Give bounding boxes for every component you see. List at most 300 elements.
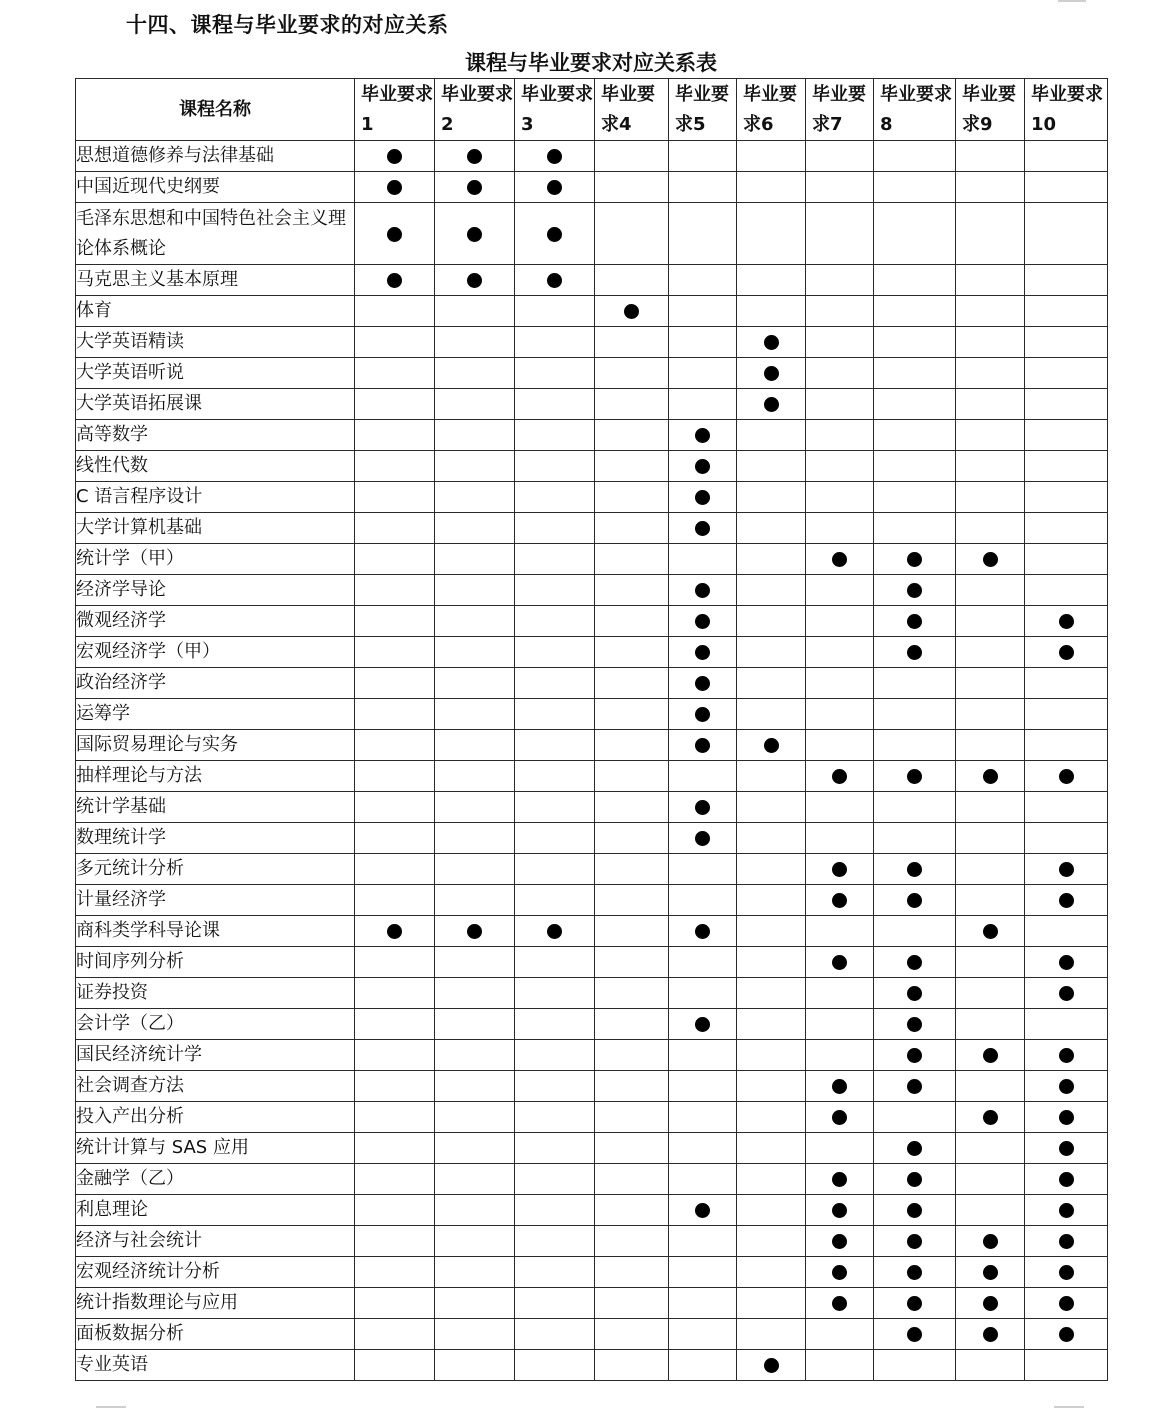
filled-circle-icon [832,1203,847,1218]
requirement-7-cell [806,854,874,885]
table-row [76,978,1108,1009]
requirement-4-cell [595,327,669,358]
requirement-8-cell [874,1226,956,1257]
requirement-6-cell [737,420,806,451]
requirement-6-cell [737,1164,806,1195]
filled-circle-icon [907,986,922,1001]
table-row [76,296,1108,327]
requirement-7-cell [806,296,874,327]
filled-circle-icon [1059,1203,1074,1218]
course-name-cell: 统计计算与 SAS 应用 [76,1133,355,1164]
course-name-cell: 时间序列分析 [76,947,355,978]
requirement-6-cell [737,172,806,203]
requirement-7-cell [806,916,874,947]
requirement-10-cell [1025,389,1108,420]
requirement-10-cell [1025,1257,1108,1288]
requirement-7-cell [806,1009,874,1040]
requirement-2-cell [435,699,515,730]
filled-circle-icon [1059,893,1074,908]
course-name-cell: 统计指数理论与应用 [76,1288,355,1319]
requirement-2-cell [435,854,515,885]
requirement-10-cell [1025,203,1108,265]
requirement-3-cell [515,606,595,637]
requirement-2-cell [435,420,515,451]
filled-circle-icon [832,1265,847,1280]
course-name-cell: 专业英语 [76,1350,355,1381]
requirement-4-cell [595,916,669,947]
requirement-3-cell [515,141,595,172]
requirement-3-cell [515,203,595,265]
filled-circle-icon [695,707,710,722]
requirement-10-cell [1025,978,1108,1009]
requirement-1-cell [355,854,435,885]
requirement-10-cell [1025,141,1108,172]
requirement-10-cell [1025,606,1108,637]
course-name-cell: 宏观经济学（甲） [76,637,355,668]
requirement-3-cell [515,854,595,885]
filled-circle-icon [1059,1079,1074,1094]
requirement-1-cell [355,1319,435,1350]
requirement-8-cell [874,1257,956,1288]
filled-circle-icon [695,831,710,846]
requirement-7-cell [806,1288,874,1319]
requirement-4-cell [595,823,669,854]
requirement-6-cell [737,792,806,823]
requirement-2-cell [435,544,515,575]
requirement-1-cell [355,1164,435,1195]
filled-circle-icon [983,1327,998,1342]
requirement-9-cell [956,1350,1025,1381]
requirement-5-cell [669,792,737,823]
table-row [76,1350,1108,1381]
filled-circle-icon [547,924,562,939]
requirement-1-cell [355,482,435,513]
requirement-8-cell [874,885,956,916]
requirement-9-cell [956,637,1025,668]
requirement-2-cell [435,1071,515,1102]
course-name-cell: 会计学（乙） [76,1009,355,1040]
requirement-2-cell [435,1319,515,1350]
filled-circle-icon [1059,645,1074,660]
course-name-cell: 数理统计学 [76,823,355,854]
filled-circle-icon [983,1265,998,1280]
filled-circle-icon [387,180,402,195]
course-name-cell: 大学英语拓展课 [76,389,355,420]
requirement-8-cell [874,637,956,668]
requirement-10-cell [1025,1319,1108,1350]
course-name-cell: 商科类学科导论课 [76,916,355,947]
table-row [76,1164,1108,1195]
requirement-9-cell [956,296,1025,327]
requirement-10-cell [1025,1071,1108,1102]
requirement-9-cell [956,1071,1025,1102]
requirement-3-cell [515,916,595,947]
requirement-3-cell [515,420,595,451]
requirement-9-cell [956,1195,1025,1226]
requirement-3-cell [515,544,595,575]
requirement-6-cell [737,265,806,296]
filled-circle-icon [907,862,922,877]
requirement-4-cell [595,389,669,420]
filled-circle-icon [907,1203,922,1218]
requirement-4-cell [595,575,669,606]
requirement-6-cell [737,947,806,978]
requirement-6-cell [737,389,806,420]
table-title: 课程与毕业要求对应关系表 [465,51,717,75]
requirement-9-cell [956,420,1025,451]
course-name-cell: 国民经济统计学 [76,1040,355,1071]
requirement-3-cell [515,1350,595,1381]
requirement-6-cell [737,668,806,699]
requirement-6-cell [737,1288,806,1319]
course-name-cell: 统计学（甲） [76,544,355,575]
requirement-6-cell [737,854,806,885]
requirement-5-cell [669,761,737,792]
requirement-8-cell [874,854,956,885]
filled-circle-icon [832,1296,847,1311]
requirement-2-cell [435,668,515,699]
requirement-5-cell [669,1257,737,1288]
requirement-3-cell [515,1102,595,1133]
filled-circle-icon [983,1048,998,1063]
requirement-9-cell [956,203,1025,265]
requirement-3-cell [515,172,595,203]
requirement-5-cell [669,637,737,668]
requirement-7-cell [806,1102,874,1133]
requirement-5-cell [669,358,737,389]
requirement-3-cell [515,637,595,668]
filled-circle-icon [907,769,922,784]
filled-circle-icon [387,924,402,939]
requirement-2-cell [435,1288,515,1319]
requirement-1-cell [355,761,435,792]
requirement-6-cell [737,1226,806,1257]
filled-circle-icon [695,676,710,691]
requirement-6-cell [737,823,806,854]
course-name-cell: 计量经济学 [76,885,355,916]
filled-circle-icon [832,893,847,908]
requirement-7-cell [806,1133,874,1164]
filled-circle-icon [624,304,639,319]
requirement-3-cell [515,1195,595,1226]
requirement-4-cell [595,1319,669,1350]
requirement-10-cell [1025,854,1108,885]
filled-circle-icon [695,800,710,815]
requirement-7-cell [806,1040,874,1071]
requirement-9-cell [956,823,1025,854]
requirement-5-cell [669,854,737,885]
requirement-6-cell [737,1133,806,1164]
filled-circle-icon [764,397,779,412]
requirement-7-cell [806,482,874,513]
requirement-9-cell [956,730,1025,761]
requirement-4-cell [595,1164,669,1195]
requirement-1-cell [355,1195,435,1226]
requirement-3-cell [515,730,595,761]
requirement-2-cell [435,916,515,947]
requirement-9-cell [956,172,1025,203]
requirement-7-cell [806,730,874,761]
table-row [76,792,1108,823]
requirement-4-cell [595,947,669,978]
requirement-2-cell [435,265,515,296]
requirement-3-cell [515,451,595,482]
table-row [76,575,1108,606]
requirement-4-cell [595,885,669,916]
requirement-3-cell [515,761,595,792]
requirement-8-cell [874,792,956,823]
requirement-4-cell [595,1071,669,1102]
requirement-8-cell [874,265,956,296]
requirement-7-cell [806,668,874,699]
requirement-7-cell [806,1164,874,1195]
header-requirement-10: 毕业要求10 [1025,79,1108,141]
requirement-6-cell [737,513,806,544]
requirement-10-cell [1025,792,1108,823]
filled-circle-icon [832,955,847,970]
requirement-10-cell [1025,451,1108,482]
requirement-6-cell [737,916,806,947]
requirement-2-cell [435,606,515,637]
requirement-4-cell [595,668,669,699]
requirement-7-cell [806,451,874,482]
requirement-9-cell [956,358,1025,389]
requirement-3-cell [515,792,595,823]
requirement-5-cell [669,451,737,482]
requirement-7-cell [806,203,874,265]
requirement-5-cell [669,1009,737,1040]
requirement-1-cell [355,978,435,1009]
requirement-4-cell [595,699,669,730]
requirement-2-cell [435,327,515,358]
table-row [76,389,1108,420]
requirement-3-cell [515,389,595,420]
filled-circle-icon [907,552,922,567]
requirement-7-cell [806,1195,874,1226]
requirement-1-cell [355,389,435,420]
requirement-10-cell [1025,761,1108,792]
requirement-5-cell [669,420,737,451]
table-row [76,730,1108,761]
course-name-cell: 大学英语精读 [76,327,355,358]
header-requirement-3: 毕业要求3 [515,79,595,141]
requirement-2-cell [435,1350,515,1381]
requirement-5-cell [669,389,737,420]
table-row [76,854,1108,885]
course-name-cell: 体育 [76,296,355,327]
header-requirement-7: 毕业要求7 [806,79,874,141]
course-name-cell: 抽样理论与方法 [76,761,355,792]
requirement-6-cell [737,1257,806,1288]
requirement-1-cell [355,637,435,668]
requirement-6-cell [737,1071,806,1102]
filled-circle-icon [1059,1048,1074,1063]
requirement-5-cell [669,1040,737,1071]
requirement-8-cell [874,327,956,358]
requirement-10-cell [1025,1226,1108,1257]
requirement-3-cell [515,1226,595,1257]
requirement-5-cell [669,1195,737,1226]
requirement-5-cell [669,575,737,606]
requirement-8-cell [874,1009,956,1040]
table-row [76,1133,1108,1164]
requirement-5-cell [669,699,737,730]
requirement-5-cell [669,668,737,699]
course-name-cell: 统计学基础 [76,792,355,823]
table-row [76,606,1108,637]
requirement-3-cell [515,947,595,978]
filled-circle-icon [832,1110,847,1125]
course-name-cell: 线性代数 [76,451,355,482]
filled-circle-icon [907,1172,922,1187]
filled-circle-icon [547,149,562,164]
requirement-10-cell [1025,327,1108,358]
filled-circle-icon [387,227,402,242]
requirement-8-cell [874,203,956,265]
requirement-9-cell [956,668,1025,699]
requirement-7-cell [806,1257,874,1288]
requirement-1-cell [355,606,435,637]
requirement-10-cell [1025,544,1108,575]
requirement-5-cell [669,606,737,637]
requirement-6-cell [737,358,806,389]
filled-circle-icon [764,738,779,753]
requirement-9-cell [956,575,1025,606]
requirement-3-cell [515,1319,595,1350]
requirement-4-cell [595,203,669,265]
requirement-10-cell [1025,1133,1108,1164]
table-row [76,1009,1108,1040]
requirement-6-cell [737,699,806,730]
requirement-7-cell [806,978,874,1009]
requirement-10-cell [1025,482,1108,513]
header-requirement-4: 毕业要求4 [595,79,669,141]
page-edge-mark-bottom-left [96,1406,126,1408]
requirement-8-cell [874,1164,956,1195]
requirement-9-cell [956,1257,1025,1288]
requirement-9-cell [956,265,1025,296]
requirement-5-cell [669,482,737,513]
course-name-cell: 大学计算机基础 [76,513,355,544]
table-row [76,482,1108,513]
filled-circle-icon [1059,955,1074,970]
requirement-9-cell [956,978,1025,1009]
course-name-cell: 大学英语听说 [76,358,355,389]
requirement-1-cell [355,947,435,978]
filled-circle-icon [907,1017,922,1032]
filled-circle-icon [907,893,922,908]
requirement-7-cell [806,1319,874,1350]
requirement-1-cell [355,916,435,947]
filled-circle-icon [832,1079,847,1094]
requirement-4-cell [595,1195,669,1226]
requirement-1-cell [355,1040,435,1071]
requirement-8-cell [874,730,956,761]
requirement-6-cell [737,637,806,668]
table-row [76,947,1108,978]
requirement-5-cell [669,1133,737,1164]
requirement-8-cell [874,451,956,482]
requirement-5-cell [669,1288,737,1319]
course-name-cell: 政治经济学 [76,668,355,699]
requirement-1-cell [355,730,435,761]
requirement-5-cell [669,916,737,947]
requirement-2-cell [435,1257,515,1288]
requirement-2-cell [435,637,515,668]
requirement-2-cell [435,1040,515,1071]
requirement-6-cell [737,606,806,637]
filled-circle-icon [983,552,998,567]
filled-circle-icon [907,1048,922,1063]
requirement-7-cell [806,1350,874,1381]
filled-circle-icon [1059,1265,1074,1280]
requirement-2-cell [435,885,515,916]
requirement-4-cell [595,606,669,637]
requirement-9-cell [956,699,1025,730]
table-row [76,451,1108,482]
requirement-6-cell [737,730,806,761]
requirement-2-cell [435,947,515,978]
requirement-2-cell [435,1102,515,1133]
table-row [76,1071,1108,1102]
course-name-cell: 证券投资 [76,978,355,1009]
requirement-10-cell [1025,730,1108,761]
requirement-4-cell [595,544,669,575]
header-requirement-2: 毕业要求2 [435,79,515,141]
requirement-2-cell [435,823,515,854]
requirement-5-cell [669,885,737,916]
table-row [76,327,1108,358]
requirement-9-cell [956,1319,1025,1350]
requirement-1-cell [355,141,435,172]
filled-circle-icon [695,1017,710,1032]
requirement-2-cell [435,1195,515,1226]
requirement-9-cell [956,482,1025,513]
requirement-8-cell [874,575,956,606]
filled-circle-icon [547,180,562,195]
requirement-5-cell [669,296,737,327]
requirement-8-cell [874,1071,956,1102]
requirement-8-cell [874,1040,956,1071]
requirement-3-cell [515,1009,595,1040]
requirement-2-cell [435,730,515,761]
requirement-7-cell [806,947,874,978]
requirement-3-cell [515,1257,595,1288]
requirement-9-cell [956,1009,1025,1040]
filled-circle-icon [387,273,402,288]
header-requirement-1: 毕业要求1 [355,79,435,141]
requirement-9-cell [956,1164,1025,1195]
requirement-6-cell [737,203,806,265]
filled-circle-icon [467,273,482,288]
requirement-4-cell [595,637,669,668]
header-requirement-8: 毕业要求8 [874,79,956,141]
section-heading: 十四、课程与毕业要求的对应关系 [126,13,449,37]
requirement-5-cell [669,1226,737,1257]
requirement-9-cell [956,885,1025,916]
requirement-3-cell [515,978,595,1009]
requirement-6-cell [737,1195,806,1226]
table-row [76,1102,1108,1133]
requirement-7-cell [806,1226,874,1257]
table-row [76,1257,1108,1288]
requirement-8-cell [874,606,956,637]
requirement-3-cell [515,575,595,606]
filled-circle-icon [1059,614,1074,629]
requirement-10-cell [1025,1040,1108,1071]
requirement-10-cell [1025,823,1108,854]
filled-circle-icon [695,924,710,939]
